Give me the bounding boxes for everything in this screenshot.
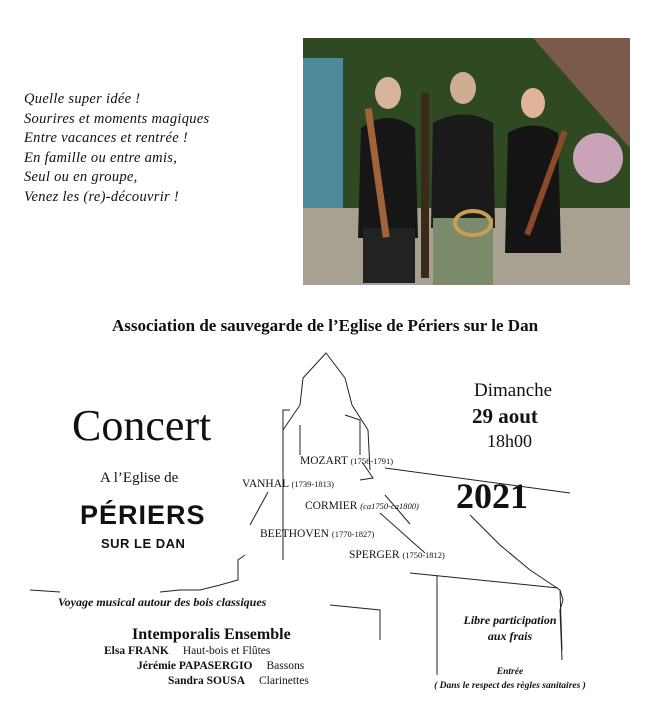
- poem-line: Quelle super idée !: [24, 91, 141, 107]
- composer-sperger: [349, 549, 445, 561]
- member: [137, 660, 304, 672]
- composer-name: MOZART: [300, 455, 348, 467]
- sanitary-note: ( Dans le respect des règles sanitaires ): [434, 681, 586, 691]
- composer-cormier: [305, 500, 419, 512]
- admission-info: [445, 612, 575, 644]
- member-name: Jérémie PAPASERGIO: [137, 660, 253, 672]
- place-prefix: A l’Eglise de: [100, 470, 179, 486]
- composer-dates: (1756-1791): [350, 456, 394, 466]
- event-date: 29 aout: [472, 404, 538, 428]
- poem-line: Seul ou en groupe,: [24, 169, 138, 185]
- composer-beethoven: [260, 528, 374, 540]
- composer-name: VANHAL: [242, 478, 289, 490]
- member: [104, 645, 270, 657]
- composer-dates: (1770-1827): [331, 529, 375, 539]
- poem-line: Sourires et moments magiques: [24, 110, 210, 127]
- member-name: Elsa FRANK: [104, 645, 169, 657]
- poem-line: Entre vacances et rentrée !: [24, 130, 189, 146]
- member-instrument: Clarinettes: [259, 675, 309, 687]
- event-year: 2021: [456, 476, 528, 516]
- composer-name: CORMIER: [305, 500, 358, 512]
- admission-line: aux frais: [487, 629, 533, 643]
- association-title: Association de sauvegarde de l’Eglise de Périers sur le Dan: [111, 316, 539, 335]
- composer-vanhal: [242, 478, 334, 490]
- event-day: Dimanche: [474, 380, 553, 401]
- member-instrument: Bassons: [266, 660, 305, 672]
- ensemble-name: Intemporalis Ensemble: [132, 626, 291, 643]
- village-name: PÉRIERS: [80, 500, 206, 530]
- member-name: Sandra SOUSA: [168, 675, 246, 687]
- event-time: 18h00: [487, 431, 532, 451]
- entry-label: Entrée: [496, 667, 524, 677]
- entry-note: [410, 665, 610, 693]
- admission-line: Libre participation: [463, 613, 557, 627]
- composer-mozart: [300, 455, 393, 467]
- poem-line: Venez les (re)-découvrir !: [24, 188, 180, 205]
- composer-name: BEETHOVEN: [260, 528, 329, 540]
- composer-dates: (ca1750-ca1800): [360, 501, 419, 511]
- composer-name: SPERGER: [349, 549, 400, 561]
- poem-line: En famille ou entre amis,: [24, 149, 178, 166]
- member-instrument: Haut-bois et Flûtes: [182, 645, 271, 657]
- composer-dates: (1739-1813): [291, 479, 335, 489]
- village-subtitle: SUR LE DAN: [101, 536, 186, 551]
- program-subtitle: Voyage musical autour des bois classiques: [58, 595, 267, 609]
- event-title: Concert: [72, 401, 212, 450]
- member: [168, 675, 309, 687]
- composer-dates: (1750-1812): [402, 550, 445, 560]
